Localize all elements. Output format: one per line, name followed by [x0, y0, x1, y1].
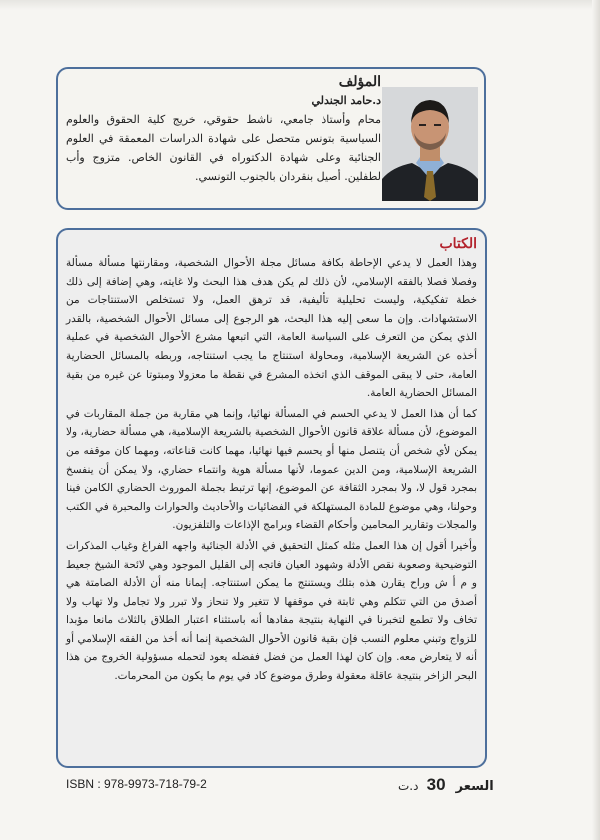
author-heading: المؤلف [338, 74, 381, 90]
price-value: 30 [426, 775, 446, 794]
page-right-edge [592, 0, 600, 840]
book-paragraph-1: وهذا العمل لا يدعي الإحاطة بكافة مسائل مجلة الأحوال الشخصية، ومقارنتها مسألة مسألة وفصلا فصلا بالفقه الإسلامي، لأن ذلك لم يكن هدف هذا البحث ولا غايته، وهي إضافة إلى ذلك خطة تفكيكية، وليست تحليلية تأليفية، قد ترهق العمل، ولا تستخلص الاستنتاجات من الاستشهادات. وإن ما سعى إليه هذا البحث، هو الرجوع إلى مسائل الأحوال الشخصية، بالقدر الذي يمكن من التعرف على السياسة العامة، التي اتبعها مشرع الأحوال الشخصية في عملية أخذه عن الشريعة الإسلامية، ومحاولة استنتاج ما يجب استنتاجه، وربطه بالمسائل الحضارية العامة، حتى لا يبقى الموقف الذي اتخذه المشرع في نقطة ما معزولا ومبتوتا عن غيره من بقية المسائل الحضارية العامة. [66, 257, 477, 400]
price-currency: د.ت [398, 779, 419, 793]
page-top-shadow [0, 0, 600, 10]
author-photo [382, 87, 478, 201]
isbn-number: ISBN : 978-9973-718-79-2 [66, 777, 207, 791]
author-portrait-image [382, 87, 478, 201]
author-name: د.حامد الجندلي [311, 94, 381, 107]
price-label: السعر [455, 779, 494, 794]
book-paragraph-3: وأخيرا أقول إن هذا العمل مثله كمثل التحقيق في الأدلة الجنائية واجهه الفراغ وغياب المذكرات التوضيحية وصعوبة نقص الأدلة وشهود العيان فاتجه إلى القليل الموجود وهي لائحة الشيخ جعيط و م أ ش وراح يقارن هذه بتلك ويستنتج ما يمكن استنتاجه. إيمانا منه أن الأدلة الصامتة هي أصدق من التي تتكلم وهي ثابتة في موقفها لا تتغير ولا تنحاز ولا تبرر ولا تجامل ولا تهاب ولا تخاف ولا تطمع لتخبرنا في النهاية بنتيجة مفادها أنه باستثناء اعتبار الطلاق بالثلاث مانعا مؤبدا للزواج وتبني معلوم النسب فإن بقية قانون الأحوال الشخصية إنما أنه أخذ من الفقه الإسلامي أو أنه لا يتعارض معه. وإن كان لهذا العمل من فضل ففضله يعود لتحمله مسؤولية الخروج من هذا البحر الزاخر بنتيجة عاقلة معقولة وطرق موضوع كاد في يوم ما يكون من المحرمات. [66, 539, 477, 683]
price [398, 775, 494, 795]
author-text-block [66, 73, 381, 186]
author-section [56, 67, 486, 210]
author-bio: محام وأستاذ جامعي، ناشط حقوقي، خريج كلية الحقوق والعلوم السياسية بتونس متحصل على شهادة الدراسات المعمقة في العلوم الجنائية وعلى شهادة الدكتوراه في القانون الخاص. متزوج وأب لطفلين. أصيل بنقردان بالجنوب التونسي. [66, 113, 381, 183]
book-heading: الكتاب [439, 236, 477, 252]
book-paragraph-2: كما أن هذا العمل لا يدعي الحسم في المسألة نهائيا، وإنما هي مقاربة من جملة المقاربات في الموضوع، لأن مسألة علاقة قانون الأحوال الشخصية بالشريعة الإسلامية، هي مسألة حضارية، ولا يمكن لأي شخص أن يتنصل منها أو يحسم فيها نهائيا، مهما كانت قناعاته، ومهما كان موقفه من الشريعة الإسلامية، ومن الدين عموما، لأنها مسألة هوية وانتماء حضاري، ولا يمكن أن ينفسخ بمجرد قول لا، ولا بمجرد الثقافة عن الموضوع، إنها ترتبط بجملة الموروث الحضاري الكامن فينا وحولنا، وهي موضوع للمادة المستهلكة في الفضائيات والأحاديث والحوارات والمحبرة في الكتب والمجلات وتقارير المحامين وأحكام القضاء وبرامج الإذاعات والتلفزيون. [66, 407, 477, 532]
book-text-block [66, 234, 477, 688]
book-section [56, 228, 487, 768]
